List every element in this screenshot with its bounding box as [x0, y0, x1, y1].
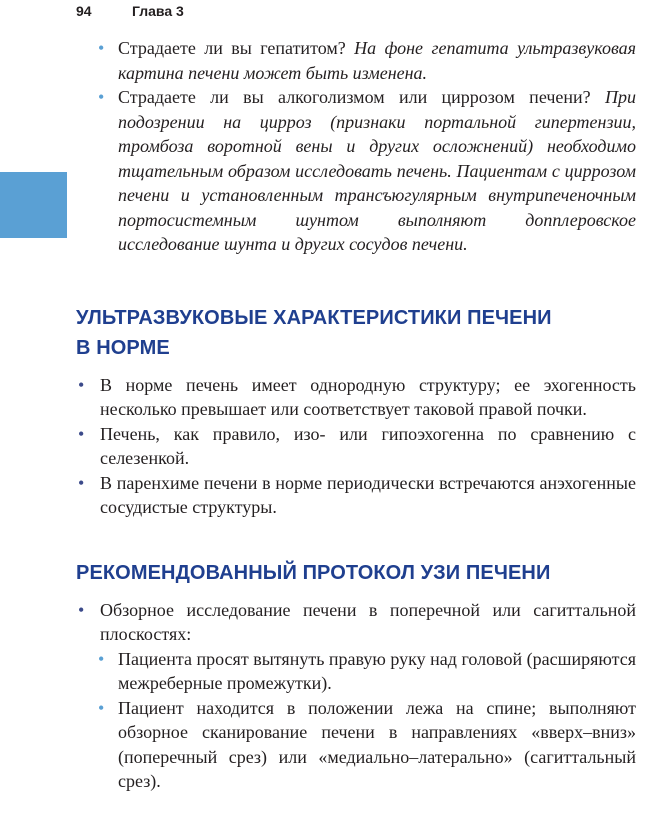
list-item [76, 85, 636, 257]
bullet-icon: • [78, 374, 85, 395]
bullet-icon: • [78, 423, 85, 444]
list-item-text: В паренхиме печени в норме периодически встречаются анэхогенные сосудистые структуры. [100, 472, 636, 517]
chapter-title: Глава 3 [132, 3, 184, 19]
list-item-text: В норме печень имеет однородную структуру; ее эхогенность несколько превышает или соответствует таковой правой почки. [100, 374, 636, 419]
question-text: Страдаете ли вы гепатитом? [118, 38, 346, 58]
section-heading [76, 303, 636, 363]
section-heading-line: РЕКОМЕНДОВАННЫЙ ПРОТОКОЛ УЗИ ПЕЧЕНИ [76, 561, 551, 584]
question-text: Страдаете ли вы алкоголизмом или циррозом печени? [118, 87, 591, 107]
page-body [76, 36, 636, 794]
section-heading-line: В НОРМЕ [76, 336, 170, 359]
note-text: На фоне гепатита ультразвуковая картина печени может быть изменена. [118, 38, 637, 83]
section-heading [76, 558, 636, 588]
list-item-text: Пациент находится в положении лежа на спине; выполняют обзорное сканирование печени в направлениях «вверх–вниз» (поперечный срез) или «медиально–латерально» (сагиттальный срез). [118, 697, 636, 791]
list-subitem [76, 647, 636, 696]
bullet-icon: • [98, 38, 105, 58]
page-number: 94 [76, 3, 92, 19]
bullet-icon: • [98, 648, 105, 669]
list-item [76, 422, 636, 471]
bullet-icon: • [98, 697, 105, 718]
chapter-side-tab [0, 172, 67, 238]
list-item [76, 598, 636, 647]
list-item [76, 36, 636, 85]
section-heading-line: УЛЬТРАЗВУКОВЫЕ ХАРАКТЕРИСТИКИ ПЕЧЕНИ [76, 306, 552, 329]
list-item-text: Обзорное исследование печени в поперечной или сагиттальной плоскостях: [100, 599, 636, 644]
bullet-icon: • [78, 599, 85, 620]
list-item [76, 373, 636, 422]
note-text: При подозрении на цирроз (признаки портальной гипертензии, тромбоза воротной вены и других осложнений) необходимо тщательным образом исследовать печень. Пациентам с циррозом печени и установленным трансъюгулярным внутрипеченочным портосистемным шунтом выполняют допплеровское исследование шунта и других сосудов печени. [118, 87, 637, 254]
list-item-text: Печень, как правило, изо- или гипоэхогенна по сравнению с селезенкой. [100, 423, 636, 468]
list-item [76, 471, 636, 520]
bullet-icon: • [98, 87, 105, 107]
bullet-icon: • [78, 472, 85, 493]
list-item-text: Пациента просят вытянуть правую руку над головой (расширяются межреберные промежутки). [118, 648, 636, 693]
list-subitem [76, 696, 636, 794]
running-header [76, 0, 184, 22]
